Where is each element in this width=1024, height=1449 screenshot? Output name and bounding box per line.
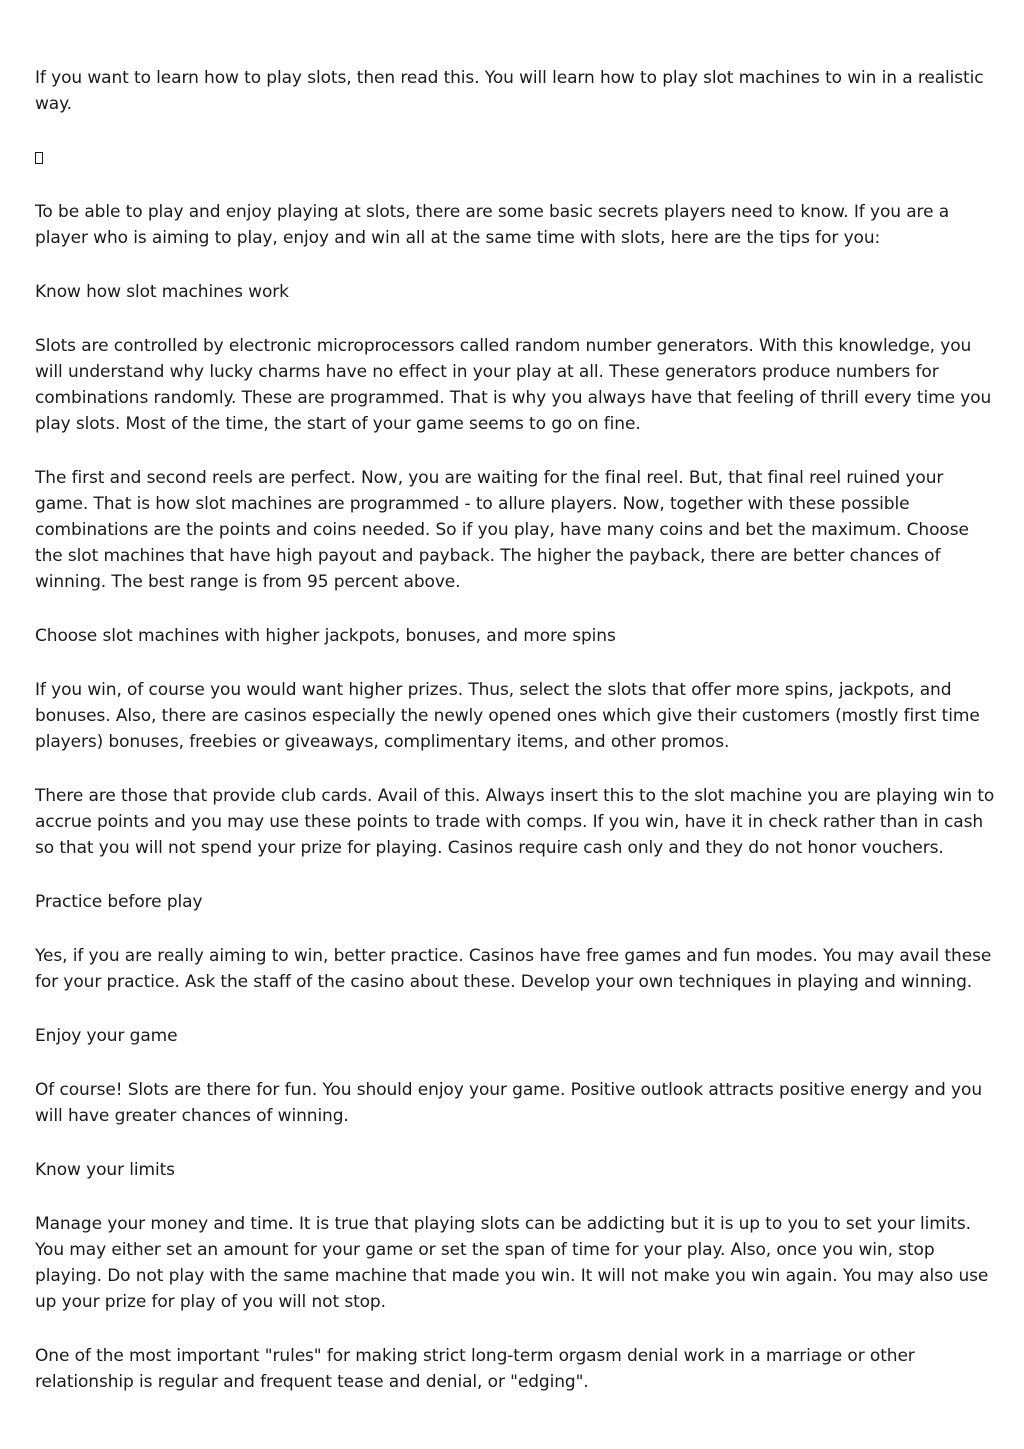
paragraph-prizes: If you win, of course you would want higher prizes. Thus, select the slots that offer more spins, jackpots, and bonuses. Also, there are casinos especially the newly opened ones which give their customers (mostly first time players) bonuses, freebies or giveaways, complimentary items, and other promos.: [35, 680, 980, 752]
spacer: [35, 755, 995, 783]
spacer: [35, 117, 995, 145]
spacer: [35, 1183, 995, 1211]
heading-higher-jackpots: Choose slot machines with higher jackpots, bonuses, and more spins: [35, 626, 616, 646]
missing-glyph-icon: [35, 152, 43, 164]
paragraph-club-cards: There are those that provide club cards. Avail of this. Always insert this to the slot machine you are playing win to accrue points and you may use these points to trade with comps. If you win, have it in check rather than in cash so that you will not spend your prize for playing. Casinos require cash only and they do not honor vouchers.: [35, 786, 995, 858]
missing-glyph-line: [35, 145, 995, 171]
paragraph-practice: Yes, if you are really aiming to win, better practice. Casinos have free games and fun modes. You may avail these for your practice. Ask the staff of the casino about these. Develop your own techniques in playing and winning.: [35, 946, 992, 992]
document-body: [35, 65, 995, 1395]
spacer: [35, 861, 995, 889]
paragraph-enjoy: Of course! Slots are there for fun. You should enjoy your game. Positive outlook attracts positive energy and you will have greater chances of winning.: [35, 1080, 982, 1126]
paragraph-secrets: To be able to play and enjoy playing at slots, there are some basic secrets players need to know. If you are a player who is aiming to play, enjoy and win all at the same time with slots, here are the tips for you:: [35, 202, 950, 248]
spacer: [35, 915, 995, 943]
spacer: [35, 995, 995, 1023]
heading-enjoy-game: Enjoy your game: [35, 1026, 178, 1046]
spacer: [35, 1129, 995, 1157]
spacer: [35, 595, 995, 623]
heading-know-how-slots-work: Know how slot machines work: [35, 282, 289, 302]
spacer: [35, 305, 995, 333]
spacer: [35, 1049, 995, 1077]
spacer: [35, 171, 995, 199]
spacer: [35, 251, 995, 279]
paragraph-intro: If you want to learn how to play slots, then read this. You will learn how to play slot machines to win in a realistic way.: [35, 68, 984, 114]
heading-limits: Know your limits: [35, 1160, 175, 1180]
heading-practice: Practice before play: [35, 892, 203, 912]
spacer: [35, 649, 995, 677]
paragraph-rules: One of the most important "rules" for making strict long-term orgasm denial work in a marriage or other relationship is regular and frequent tease and denial, or "edging".: [35, 1346, 915, 1392]
paragraph-rng: Slots are controlled by electronic microprocessors called random number generators. With this knowledge, you will understand why lucky charms have no effect in your play at all. These generators produce numbers for combinations randomly. These are programmed. That is why you always have that feeling of thrill every time you play slots. Most of the time, the start of your game seems to go on fine.: [35, 336, 992, 434]
spacer: [35, 437, 995, 465]
paragraph-reels: The first and second reels are perfect. Now, you are waiting for the final reel. But, that final reel ruined your game. That is how slot machines are programmed - to allure players. Now, together with these possible combinations are the points and coins needed. So if you play, have many coins and bet the maximum. Choose the slot machines that have high payout and payback. The higher the payback, there are better chances of winning. The best range is from 95 percent above.: [35, 468, 969, 592]
paragraph-limits: Manage your money and time. It is true that playing slots can be addicting but it is up to you to set your limits. You may either set an amount for your game or set the span of time for your play. Also, once you win, stop playing. Do not play with the same machine that made you win. It will not make you win again. You may also use up your prize for play of you will not stop.: [35, 1214, 989, 1312]
spacer: [35, 1315, 995, 1343]
